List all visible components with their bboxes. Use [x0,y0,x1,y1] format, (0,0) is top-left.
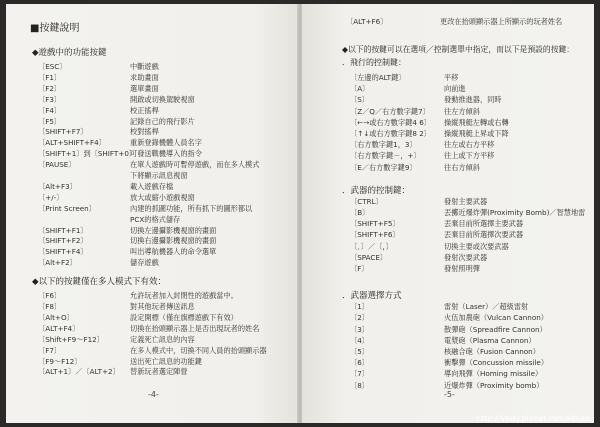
key-description: 開啟或切換駕駛視窗 [130,94,195,104]
key-description: 載入遊戲存檔 [130,181,174,191]
key-row [350,230,590,239]
key-description: 發動推進器，同時 [444,95,502,105]
section-heading: ◆遊戲中的功能按鍵 [32,48,107,58]
key-description: 在多人模式中，切換不同人員的抬頭顯示器 [130,345,267,355]
key-label: 〔右方數字鍵－，+〕 [350,151,421,161]
key-description: 選單畫面 [130,83,159,93]
key-description: 往左方傾斜 [444,106,480,116]
key-label: 〔ALT+F6〕 [346,17,388,26]
key-row [38,127,288,136]
key-label: 〔F9～F12〕 [38,356,82,366]
key-row [350,302,590,311]
page-number: -5- [444,390,455,399]
key-row [38,357,288,366]
key-row [346,17,586,26]
key-label: 〔+/-〕 [38,192,64,202]
page-number: -4- [148,390,159,399]
key-description: 切換右邊攝影機視窗的畫面 [130,236,217,246]
key-row [38,182,288,191]
key-description: 近爆炸彈（Proximity bomb） [444,380,544,390]
key-row [350,107,590,116]
key-label: 〔Alt+O〕 [38,312,74,322]
key-label: 〔SHIFT+F4〕 [38,247,88,257]
key-row [350,95,590,104]
key-label: 〔1〕 [350,302,369,312]
key-description: 求助畫面 [130,72,159,82]
key-row [38,291,288,300]
key-label: 〔Alt+F2〕 [38,258,77,268]
key-description: 記錄自己的飛行影片 [130,116,195,126]
key-label: 〔F4〕 [38,105,62,115]
key-label: 〔F6〕 [38,291,62,301]
key-description: 切換在抬頭顯示器上是否出現玩者的姓名 [130,323,260,333]
key-description: 平移 [444,73,459,82]
key-description: 儲存遊戲 [130,258,159,268]
key-label: 〔F〕 [350,264,369,273]
key-label: 〔Z／Q／右方數字鍵7〕 [350,106,430,116]
key-label: 〔F2〕 [38,83,62,93]
key-row [38,258,288,267]
left-page [6,4,298,423]
key-label: 〔8〕 [350,380,369,390]
key-label: 〔ESC〕 [38,62,67,71]
key-description: 核融合砲（Fusion Cannon） [444,347,540,356]
key-description: 定義死亡訊息的內容 [130,334,195,344]
key-label: 〔ALT+SHIFT+F4〕 [38,138,106,148]
section-heading: ◆以下的按鍵僅在多人模式下有效： [32,277,167,288]
key-label: 〔4〕 [350,335,369,345]
key-label: 〔SHIFT+F5〕 [350,219,400,229]
key-row [38,346,288,355]
key-label: 〔7〕 [350,369,369,379]
key-row [38,73,288,82]
key-row [38,335,288,344]
key-row [350,118,590,127]
key-description: 丟棄目前所選擇次要武器 [444,230,524,240]
key-label: 〔F8〕 [38,302,62,311]
key-description: 校對搖桿 [130,127,159,137]
key-description: 可發送戰機導入的指令 [130,149,202,159]
key-row [38,62,288,71]
key-label: 〔SHIFT+F1〕 [38,225,88,235]
key-label: 〔↑↓或右方數字鍵8 2〕 [350,129,431,138]
key-label: 〔SHIFT+1〕到〔SHIFT+0〕 [38,149,137,159]
key-description: 電漿砲（Plasma Cannon） [444,335,536,345]
key-description: 操縱飛艇上昇或下降 [444,129,509,138]
key-description: 往右方傾斜 [444,162,480,172]
key-label: 〔A〕 [350,84,370,94]
key-row [350,347,590,356]
key-row [38,226,288,235]
key-row [38,302,288,311]
key-row [38,84,288,93]
watermark-text: http://vedy.pixnet.net/album [476,414,590,423]
key-row [38,160,288,169]
key-label: 〔CTRL〕 [350,196,383,206]
section-heading: ◆以下的按鍵可以在選項／控制選單中指定，而以下是預設的按鍵： [342,45,575,54]
key-description: 放大或縮小遊戲視窗 [130,192,195,202]
key-description: 允許玩者加入封閉性的遊戲當中。 [130,291,238,301]
key-row [350,151,590,160]
key-label: 〔SHIFT+F7〕 [38,127,88,137]
key-row [350,84,590,93]
key-description: 重新登錄機體人員名字 [130,138,202,148]
section-heading: ．武器的控制鍵： [342,185,411,196]
key-row [350,129,590,138]
key-label: 〔SHIFT+F6〕 [350,230,400,240]
key-row [38,138,288,147]
section-subheading: ．飛行的控制鍵： [342,58,406,67]
key-description: 在單人遊戲時可暫停遊戲，而在多人模式 [130,160,260,170]
key-description: 發射照明彈 [444,264,480,273]
manual-spread [6,4,594,423]
key-description: 校正搖桿 [130,105,159,115]
page-title: ■按鍵說明 [30,23,80,34]
key-row [38,236,288,245]
key-label: 〔ALT+F4〕 [38,323,80,333]
key-row [350,369,590,378]
key-row [38,324,288,333]
key-description: 叫出導航機器人的命令選單 [130,247,217,257]
key-label: 〔6〕 [350,358,369,368]
key-row [350,264,590,273]
key-row [38,204,288,213]
key-row [38,193,288,202]
key-label: 〔3〕 [350,324,369,334]
key-label: 〔B〕 [350,208,370,217]
key-description: 更改在抬頭顯示器上所顯示的玩者姓名 [440,17,563,26]
key-description: 操縱飛艇左轉或右轉 [444,117,509,127]
key-row [350,313,590,322]
key-label: 〔2〕 [350,313,369,323]
key-description: 衝擊彈（Concussion missile） [444,358,549,368]
key-description: 中斷遊戲 [130,62,159,71]
key-description: 切換主要或次要武器 [444,241,509,251]
key-description: 火伍加農砲（Vulcan Cannon） [444,313,548,323]
key-description: 送出死亡訊息的功能鍵 [130,356,202,366]
key-description: 往上或下方平移 [444,151,495,161]
key-row [350,208,590,217]
key-description: 往左或右方平移 [444,140,495,150]
key-row [350,197,590,206]
key-label: 〔Print Screen〕 [38,203,96,213]
key-row [38,117,288,126]
key-row [38,149,288,158]
key-description: 替新玩者選定陣營 [130,367,188,377]
key-row [350,325,590,334]
key-row [38,95,288,104]
key-description: PCX的格式儲存 [130,214,181,224]
key-label: 〔F5〕 [38,116,62,126]
key-description: 對其他玩者傳送訊息 [130,302,195,311]
key-row [350,73,590,82]
key-row [350,358,590,367]
key-label: 〔F7〕 [38,345,62,355]
key-row [38,106,288,115]
key-label: 〔←→或右方數字鍵4 6〕 [350,117,431,127]
key-description: 導向飛彈（Homing missile） [444,369,543,379]
key-row [38,247,288,256]
key-label: 〔左邊的ALT鍵〕 [350,73,406,82]
key-description: 雷射（Laser）／超級雷射 [444,302,529,312]
key-row [350,163,590,172]
key-row [350,242,590,251]
key-label: 〔5〕 [350,347,369,356]
key-label: 〔ALT+1〕／〔ALT+2〕 [38,367,120,377]
right-page [302,4,594,423]
key-label: 〔Alt+F3〕 [38,181,77,191]
key-description: 丟棄目前所選擇主要武器 [444,219,524,229]
key-label: 〔PAUSE〕 [38,160,76,170]
key-label: 〔．〕／〔，〕 [350,241,394,251]
key-row [350,219,590,228]
key-label: 〔S〕 [350,95,369,105]
key-label: 〔Shift+F9～F12〕 [38,334,104,344]
key-label: 〔SHIFT+F2〕 [38,236,88,246]
key-row [350,336,590,345]
key-description: 下將顯示訊息視窗 [130,171,188,180]
key-description: 內建的抓圖功能，所有抓下的圖形都以 [130,203,253,213]
key-label: 〔右方數字鍵1，3〕 [350,140,417,150]
section-heading: ．武器選擇方式 [342,291,402,302]
key-description: 設定開標（僅在旗標遊戲下有效） [130,312,238,322]
key-description: 散彈砲（Spreadfire Cannon） [444,324,547,334]
key-row [350,253,590,262]
key-row [38,313,288,322]
key-description: 丟擲近爆炸彈(Proximity Bomb)／智慧地雷 [444,208,586,217]
key-description: 向前進 [444,84,466,94]
key-row [350,140,590,149]
key-row [38,367,288,376]
key-row [38,215,288,224]
key-row [350,381,590,390]
key-label: 〔F1〕 [38,72,62,82]
key-row [38,171,288,180]
key-description: 發射次要武器 [444,252,488,262]
key-description: 切換左邊攝影機視窗的畫面 [130,225,217,235]
key-label: 〔E／右方數字鍵9〕 [350,162,417,172]
key-description: 發射主要武器 [444,196,488,206]
key-label: 〔SPACE〕 [350,252,388,262]
key-label: 〔F3〕 [38,94,62,104]
